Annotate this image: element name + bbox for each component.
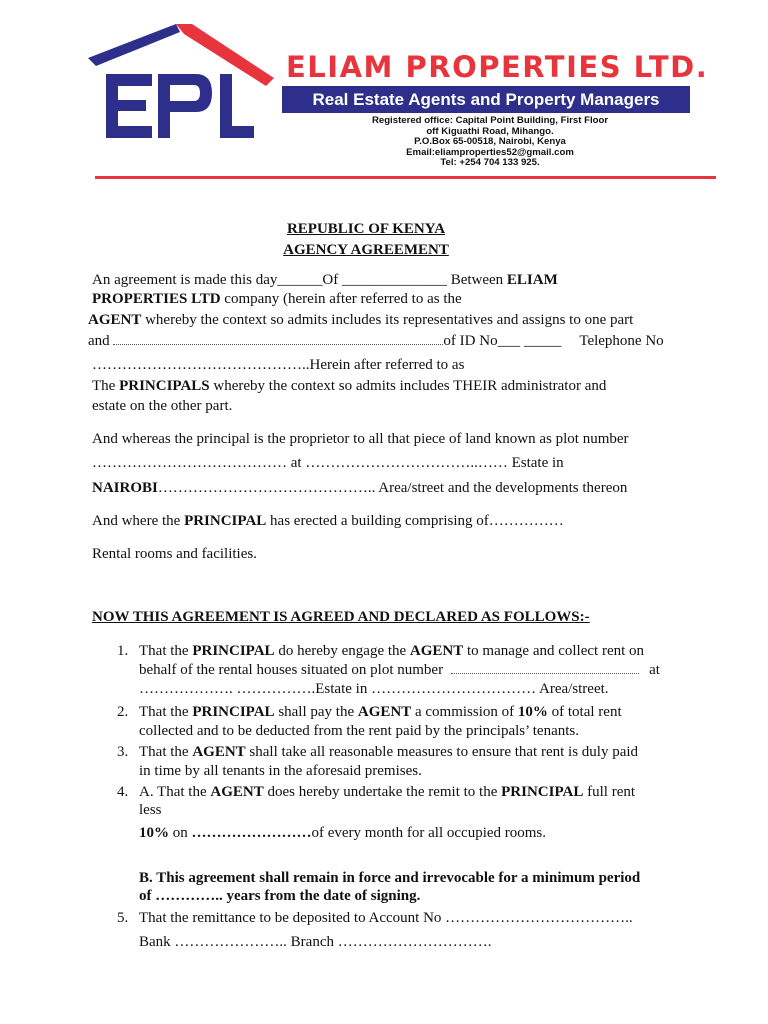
clause-line: ………………. …………….Estate in …………………………… Area/street. xyxy=(139,681,609,697)
clause-line: That the PRINCIPAL do hereby engage the AGENT to manage and collect rent on xyxy=(139,643,645,659)
plot-number-blank xyxy=(451,661,639,674)
clause-number: 3. xyxy=(117,744,129,760)
company-tagline: Real Estate Agents and Property Managers xyxy=(282,86,690,113)
intro-line: AGENT whereby the context so admits includes its representatives and assigns to one part xyxy=(88,312,634,328)
header-divider xyxy=(95,176,716,179)
contact-line: Tel: +254 704 133 925. xyxy=(440,157,540,168)
clause-line: of ………….. years from the date of signing. xyxy=(139,888,421,904)
clause-number: 2. xyxy=(117,704,129,720)
clause-line: in time by all tenants in the aforesaid premises. xyxy=(139,763,422,779)
intro-line: An agreement is made this day______Of ______________ Between ELIAM xyxy=(92,272,558,288)
epl-logo-icon xyxy=(84,22,274,147)
contact-block xyxy=(330,116,650,169)
clause-line: collected and to be deducted from the rent paid by the principals’ tenants. xyxy=(139,723,579,739)
contact-line: Email:eliamproperties52@gmail.com xyxy=(406,146,574,158)
clause-number: 1. xyxy=(117,643,129,659)
whereas-line: ………………………………… at ……………………………..…… Estate in xyxy=(92,455,564,471)
clause-line: less xyxy=(139,802,162,818)
clause-line: That the remittance to be deposited to Account No ……………………………….. xyxy=(139,910,633,926)
intro-line: ……………………………………..Herein after referred to as xyxy=(92,357,465,373)
clause-line: behalf of the rental houses situated on plot number at xyxy=(139,662,660,678)
intro-line: The PRINCIPALS whereby the context so admits includes THEIR administrator and xyxy=(92,378,607,394)
intro-line: and of ID No___ _____ Telephone No xyxy=(88,333,664,349)
whereas-line: Rental rooms and facilities. xyxy=(92,546,257,562)
contact-line: off Kiguathi Road, Mihango. xyxy=(426,125,554,137)
intro-line: estate on the other part. xyxy=(92,398,233,414)
document-country-title: REPUBLIC OF KENYA xyxy=(286,221,446,237)
clause-line: 10% on ……………………of every month for all occupied rooms. xyxy=(139,825,547,841)
clause-line: B. This agreement shall remain in force and irrevocable for a minimum period xyxy=(139,870,641,886)
intro-line: PROPERTIES LTD company (herein after referred to as the xyxy=(92,291,462,307)
document-title: AGENCY AGREEMENT xyxy=(283,242,449,258)
contact-line: Registered office: Capital Point Building, First Floor xyxy=(371,115,609,126)
clause-line: A. That the AGENT does hereby undertake the remit to the PRINCIPAL full rent xyxy=(139,784,636,800)
clause-line: That the AGENT shall take all reasonable measures to ensure that rent is duly paid xyxy=(139,744,639,760)
whereas-line: And where the PRINCIPAL has erected a building comprising of…………… xyxy=(92,513,564,529)
declaration-heading: NOW THIS AGREEMENT IS AGREED AND DECLARED AS FOLLOWS:- xyxy=(92,609,590,625)
whereas-line: NAIROBI…………………………………….. Area/street and the developments thereon xyxy=(92,480,628,496)
whereas-line: And whereas the principal is the proprietor to all that piece of land known as plot number xyxy=(92,431,629,447)
clause-line: That the PRINCIPAL shall pay the AGENT a commission of 10% of total rent xyxy=(139,704,622,720)
clause-line: Bank ………………….. Branch …………………………. xyxy=(139,934,492,950)
roof-blue-icon xyxy=(88,24,180,66)
clause-number: 4. xyxy=(117,784,129,800)
name-blank xyxy=(113,332,443,345)
contact-line: P.O.Box 65-00518, Nairobi, Kenya xyxy=(414,136,566,147)
company-name: ELIAM PROPERTIES LTD. xyxy=(286,50,709,84)
clause-number: 5. xyxy=(117,910,129,926)
